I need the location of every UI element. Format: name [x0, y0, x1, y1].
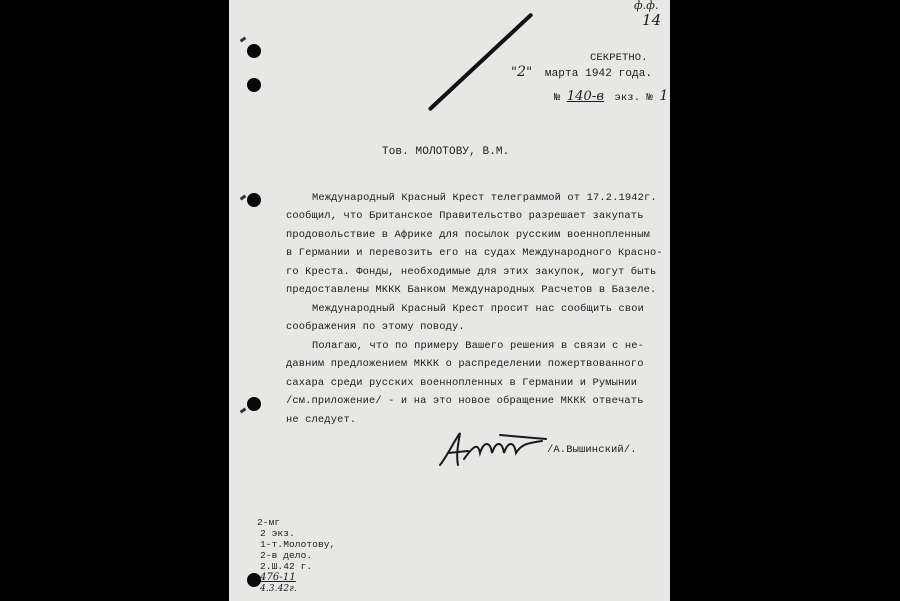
archive-page-number: 14 [642, 11, 662, 29]
body-line: Международный Красный Крест телеграммой от 17.2.1942г. [312, 192, 657, 204]
punch-hole [247, 44, 261, 58]
punch-hole [247, 397, 261, 411]
date-day: 2 [517, 64, 527, 80]
signature-name: /А.Вышинский/. [547, 444, 637, 456]
punch-mark [240, 195, 247, 201]
body-line: Полагаю, что по примеру Вашего решения в связи с не- [312, 340, 645, 352]
archive-mark: ф.ф. [634, 0, 659, 12]
document-date: "2" марта 1942 года. [511, 64, 653, 80]
footer-line: 2-в дело. [260, 550, 313, 561]
body-line: сообщил, что Британское Правительство разрешает закупать [286, 210, 644, 222]
body-line: соображения по этому поводу. [286, 321, 465, 333]
body-line: давним предложением МККК о распределении пожертвованного [286, 358, 644, 370]
footer-line: 2 экз. [260, 528, 295, 539]
punch-hole [247, 78, 261, 92]
number-value: 140-в [566, 89, 605, 104]
punch-hole [247, 573, 261, 587]
classification-stamp: СЕКРЕТНО. [590, 52, 648, 64]
handwritten-date: 4.3.42г. [260, 584, 297, 594]
body-line: предоставлены МККК Банком Международных Расчетов в Базеле. [286, 284, 657, 296]
document-number: № 140-в экз. № 1 [554, 88, 669, 104]
body-line: сахара среди русских военнопленных в Германии и Румынии [286, 377, 638, 389]
punch-mark [240, 408, 247, 414]
body-line: продовольствие в Африке для посылок русским военнопленным [286, 229, 650, 241]
body-line: не следует. [286, 414, 357, 426]
document-page [229, 0, 670, 601]
footer-line: 1-т.Молотову, [260, 539, 336, 550]
punch-mark [240, 37, 247, 43]
body-line: го Креста. Фонды, необходимые для этих закупок, могут быть [286, 266, 657, 278]
addressee: Тов. МОЛОТОВУ, В.М. [382, 146, 510, 158]
copy-number: 1 [659, 88, 669, 104]
footer-line: 2-мг [257, 517, 281, 528]
body-line: в Германии и перевозить его на судах Международного Красно- [286, 247, 663, 259]
body-line: /см.приложение/ - и на это новое обращение МККК отвечать [286, 395, 644, 407]
body-line: Международный Красный Крест просит нас сообщить свои [312, 303, 645, 315]
footer-line: 2.Ш.42 г. [260, 561, 313, 572]
signature-scribble [434, 425, 554, 471]
punch-hole [247, 193, 261, 207]
ink-stroke [428, 12, 534, 111]
handwritten-register: 476-11 [260, 572, 296, 583]
